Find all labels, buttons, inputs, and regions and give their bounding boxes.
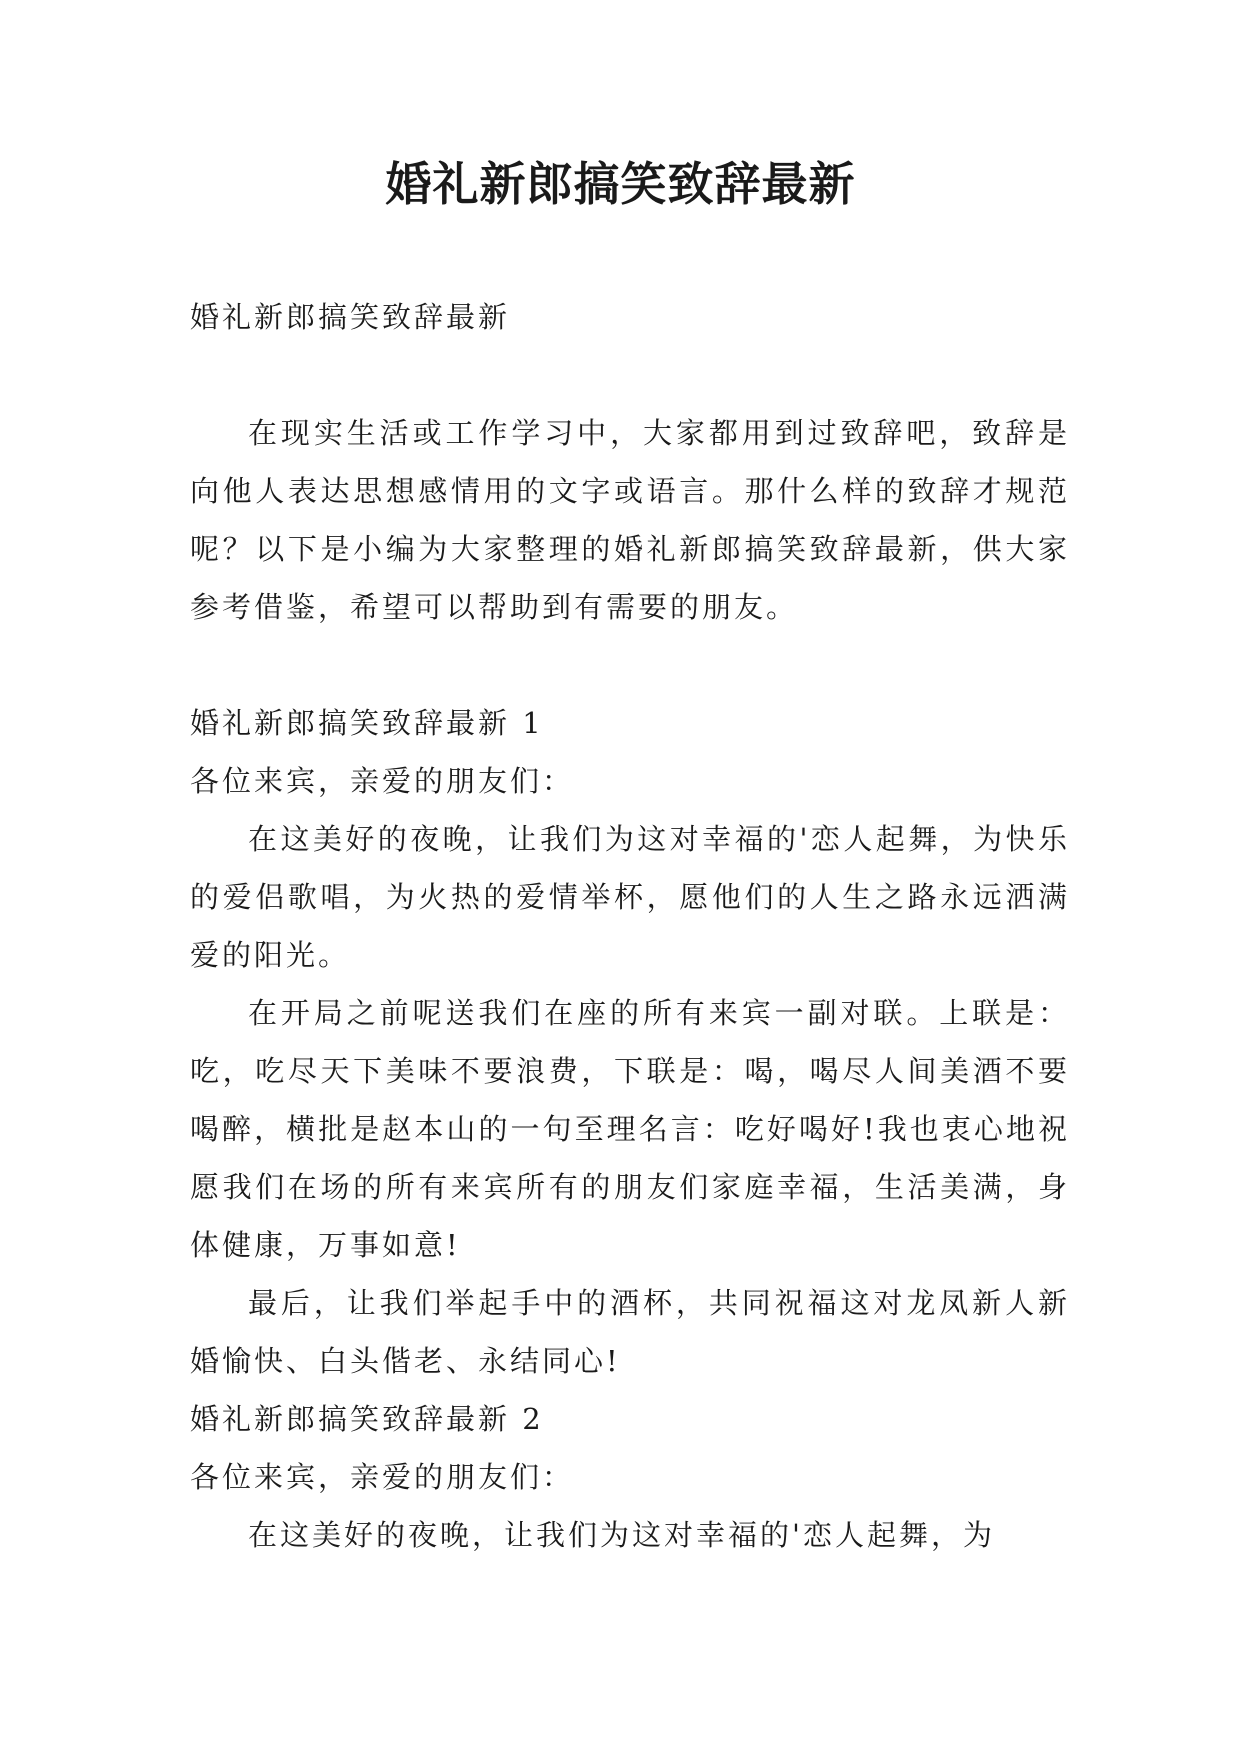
section-2-paragraph-1: 在这美好的夜晚，让我们为这对幸福的'恋人起舞，为 [248,1518,995,1552]
section-1-paragraph-2: 在开局之前呢送我们在座的所有来宾一副对联。上联是：吃，吃尽天下美味不要浪费，下联是：喝，喝尽人间美酒不要喝醉，横批是赵本山的一句至理名言：吃好喝好!我也衷心地祝愿我们在场的所有来宾所有的朋友们家庭幸福，生活美满，身体健康，万事如意! [190,996,1070,1262]
section-1-paragraph-1: 在这美好的夜晚，让我们为这对幸福的'恋人起舞，为快乐的爱侣歌唱，为火热的爱情举杯，愿他们的人生之路永远洒满爱的阳光。 [190,822,1070,972]
document-body [190,288,1070,1564]
section-1-heading: 婚礼新郎搞笑致辞最新 1 [190,706,544,740]
section-1-paragraph-3: 最后，让我们举起手中的酒杯，共同祝福这对龙凤新人新婚愉快、白头偕老、永结同心! [190,1286,1070,1378]
document-title: 婚礼新郎搞笑致辞最新 [385,157,856,211]
section-1-greeting: 各位来宾，亲爱的朋友们： [190,764,575,798]
spacer [190,346,1070,404]
intro-paragraph: 在现实生活或工作学习中，大家都用到过致辞吧，致辞是向他人表达思想感情用的文字或语言。那什么样的致辞才规范呢？以下是小编为大家整理的婚礼新郎搞笑致辞最新，供大家参考借鉴，希望可以帮助到有需要的朋友。 [190,416,1070,624]
section-2-greeting: 各位来宾，亲爱的朋友们： [190,1460,575,1494]
spacer [190,636,1070,694]
section-2-heading: 婚礼新郎搞笑致辞最新 2 [190,1402,544,1436]
document-subtitle: 婚礼新郎搞笑致辞最新 [190,300,511,334]
